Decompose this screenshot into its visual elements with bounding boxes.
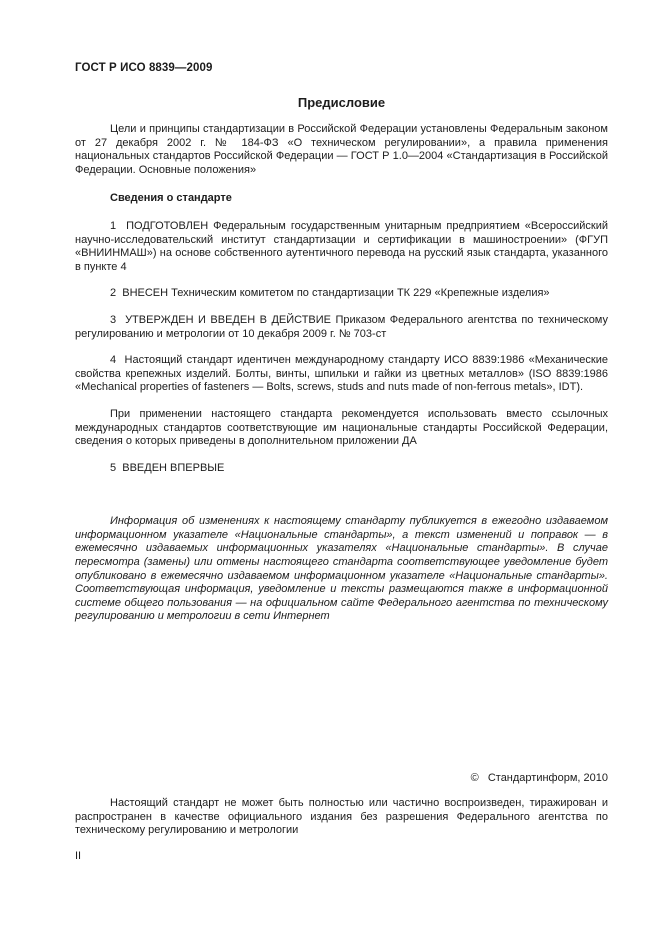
page-title: Предисловие [297, 95, 386, 110]
reference-note-paragraph: При применении настоящего стандарта рекомендуется использовать вместо ссылочных международных стандартов соответствующие им национальные стандарты Российской Федерации, сведения о которых приведены в дополнительном приложении ДА [75, 407, 608, 448]
publication-note-paragraph: Информация об изменениях к настоящему стандарту публикуется в ежегодно издаваемом информационном указателе «Национальные стандарты», а текст изменений и поправок — в ежемесячно издаваемых информационных указателях «Национальные стандарты». В случае пересмотра (замены) или отмены настоящего стандарта соответствующее уведомление будет опубликовано в ежемесячно издаваемом информационном указателе «Национальные стандарты». Соответствующая информация, уведомление и тексты размещаются также в информационной системе общего пользования — на официальном сайте Федерального агентства по техническому регулированию и метрологии в сети Интернет [75, 515, 608, 623]
copyright-line: © Стандартинформ, 2010 [470, 772, 608, 784]
standard-info-item-3: 3 УТВЕРЖДЕН И ВВЕДЕН В ДЕЙСТВИЕ Приказом Федерального агентства по техническому регулированию и метрологии от 10 декабря 2009 г. № 703-ст [75, 313, 608, 340]
document-code: ГОСТ Р ИСО 8839—2009 [75, 62, 213, 74]
intro-paragraph: Цели и принципы стандартизации в Российской Федерации установлены Федеральным законом от 27 декабря 2002 г. № 184-ФЗ «О техническом регулировании», а правила применения национальных стандартов Российской Федерации — ГОСТ Р 1.0—2004 «Стандартизация в Российской Федерации. Основные положения» [75, 123, 608, 176]
standard-info-item-4: 4 Настоящий стандарт идентичен международному стандарту ИСО 8839:1986 «Механические свойства крепежных изделий. Болты, винты, шпильки и гайки из цветных металлов» (ISO 8839:1986 «Mechanical properties of fasteners — Bolts, screws, studs and nuts made of non-ferrous metals», IDT). [75, 354, 608, 394]
standard-info-item-2: 2 ВНЕСЕН Техническим комитетом по стандартизации ТК 229 «Крепежные изделия» [110, 287, 550, 300]
section-heading-standard-info: Сведения о стандарте [110, 192, 232, 205]
page-number: II [75, 850, 82, 862]
standard-info-item-1: 1 ПОДГОТОВЛЕН Федеральным государственным унитарным предприятием «Всероссийский научно-исследовательский институт стандартизации и сертификации в машиностроении» (ФГУП «ВНИИНМАШ») на основе собственного аутентичного перевода на русский язык стандарта, указанного в пункте 4 [75, 219, 608, 273]
standard-info-item-5: 5 ВВЕДЕН ВПЕРВЫЕ [110, 461, 225, 474]
reproduction-note-paragraph: Настоящий стандарт не может быть полностью или частично воспроизведен, тиражирован и распространен в качестве официального издания без разрешения Федерального агентства по техническому регулированию и метрологии [75, 797, 608, 837]
